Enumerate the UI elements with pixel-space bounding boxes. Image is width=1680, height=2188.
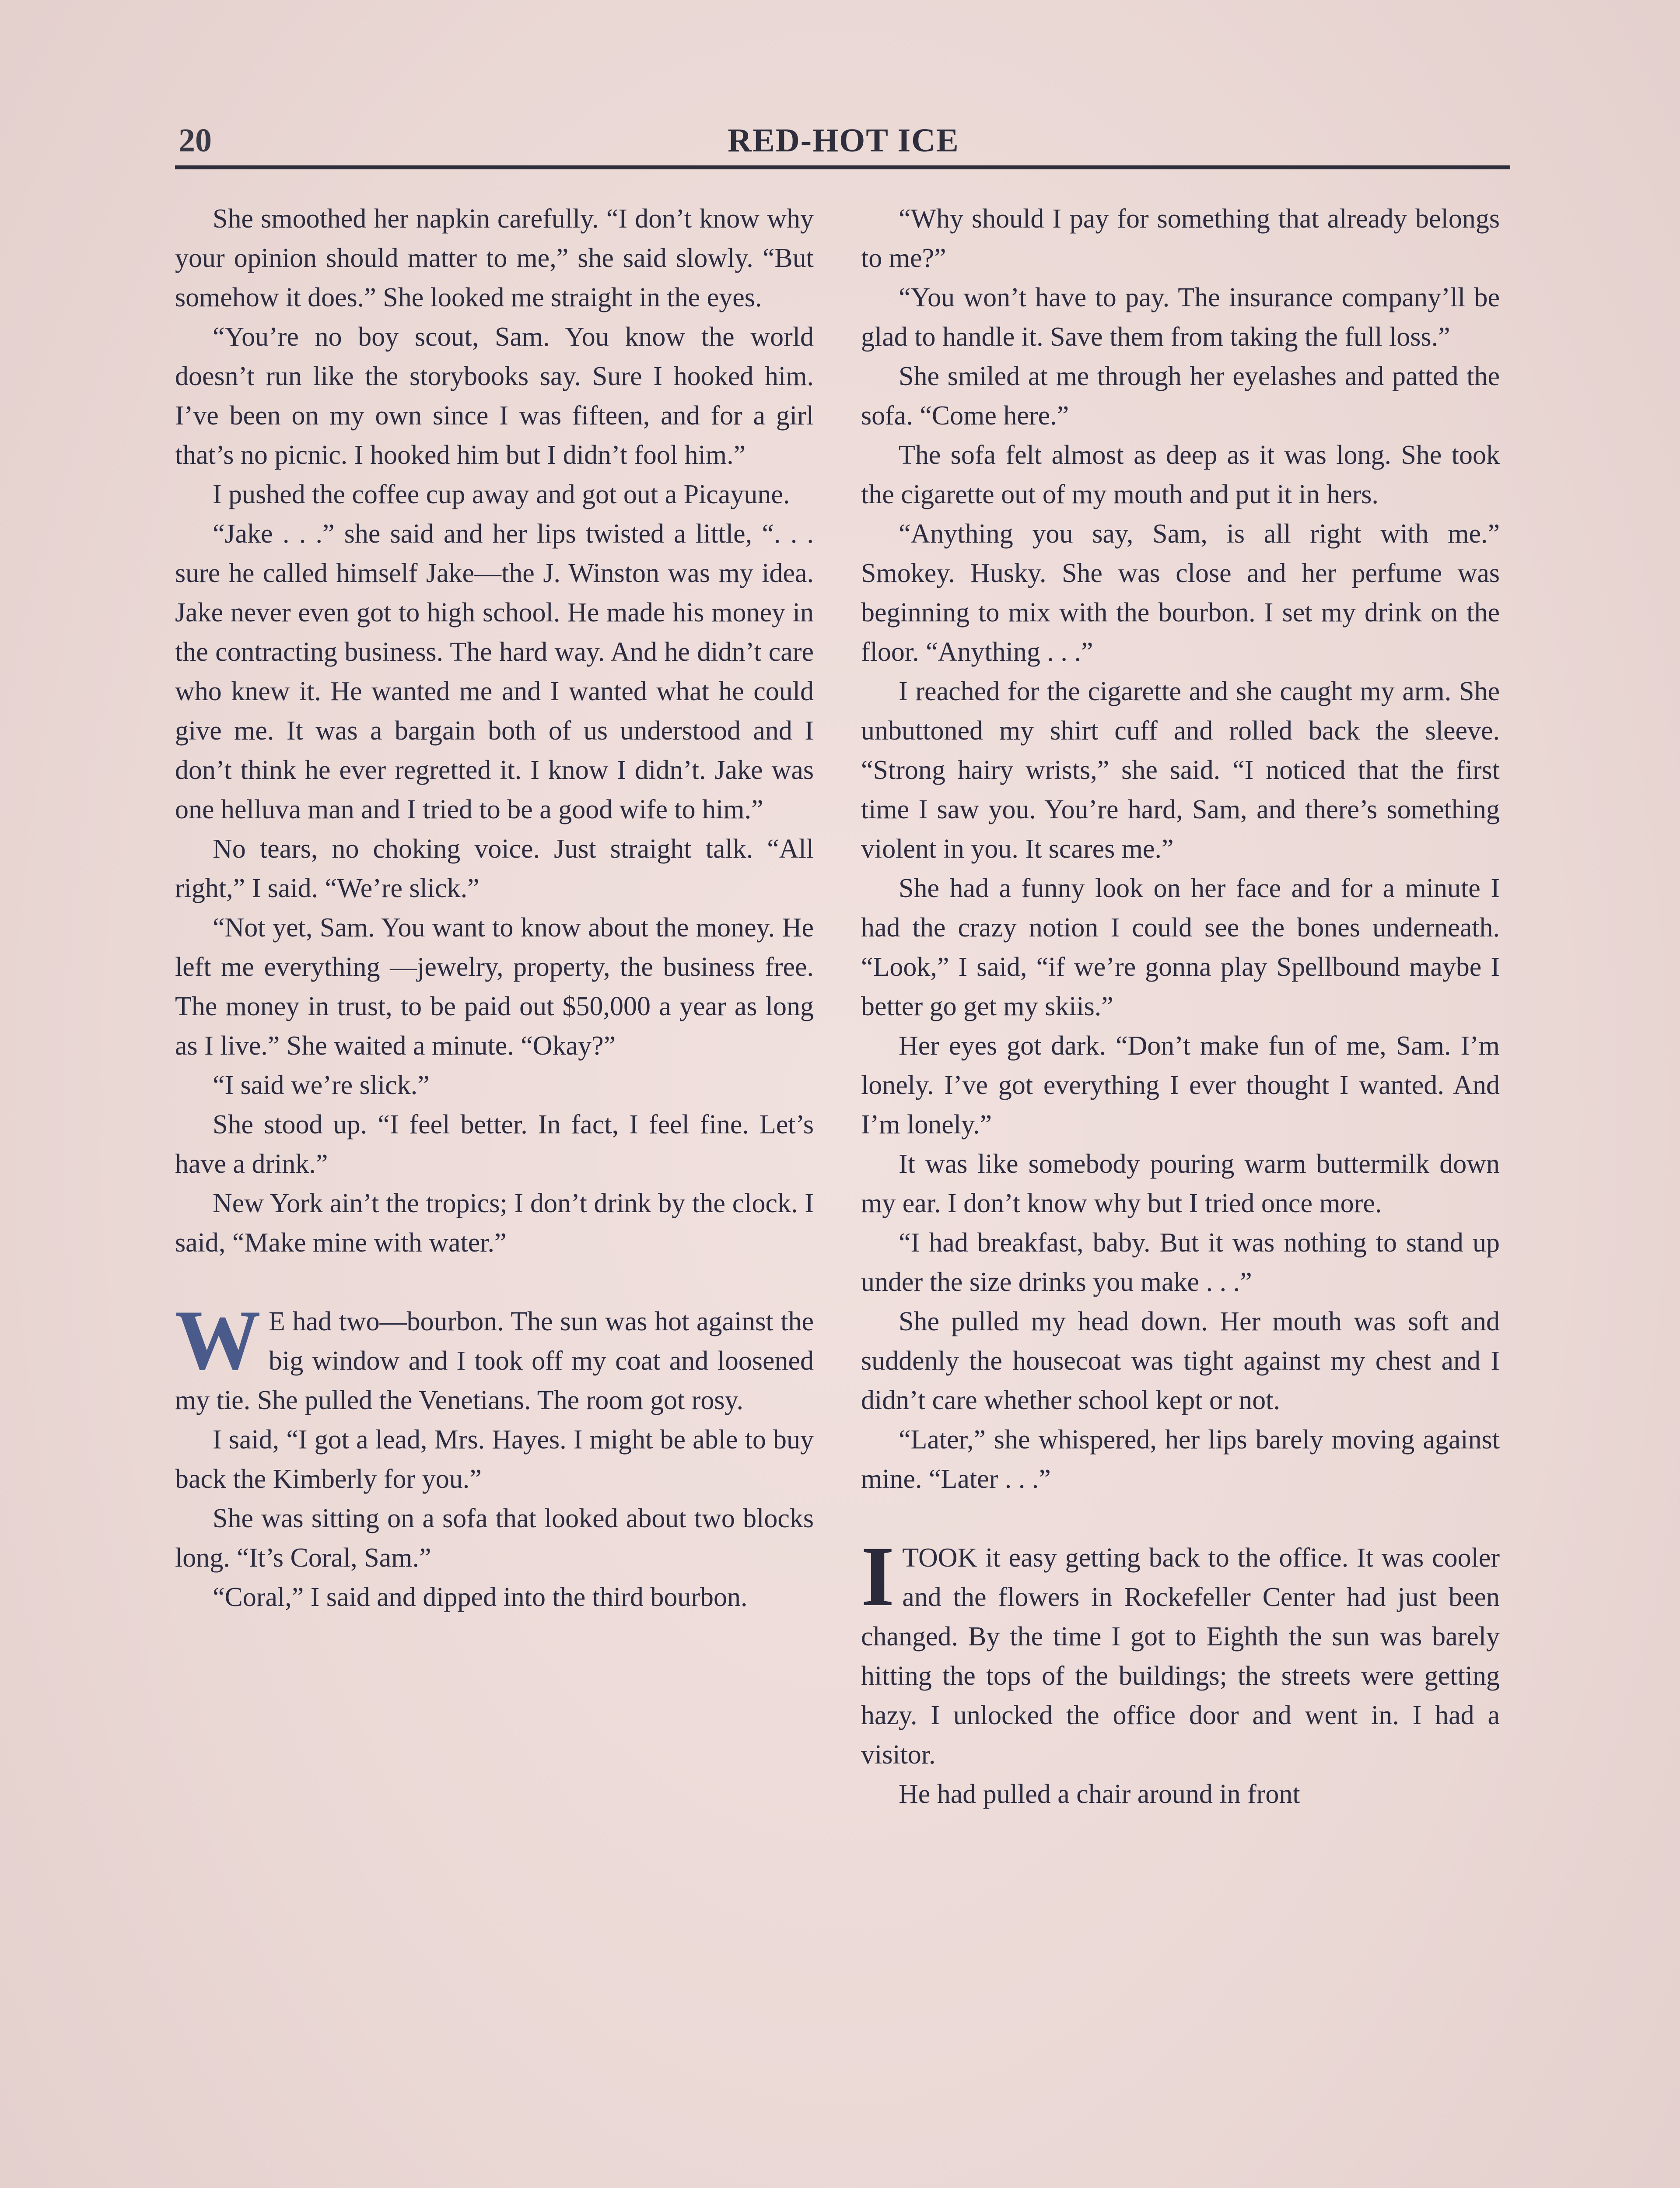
paragraph: I reached for the cigarette and she caught my arm. She unbuttoned my shirt cuff and rolled back the sleeve. “Strong hairy wrists,” she said. “I noticed that the first time I saw you. You’re hard, Sam, and there’s something violent in you. It scares me.” — [861, 677, 1500, 864]
drop-cap: I — [861, 1529, 895, 1624]
paragraph: “Later,” she whispered, her lips barely moving against mine. “Later . . .” — [861, 1425, 1500, 1494]
paragraph: She had a funny look on her face and for a minute I had the crazy notion I could see the bones underneath. “Look,” I said, “if we’re gonna play Spellbound maybe I better go get my skiis.” — [861, 873, 1500, 1021]
paragraph: “Jake . . .” she said and her lips twisted a little, “. . . sure he called himself Jake—the J. Winston was my idea. Jake never even got to high school. He made his money in the contracting business. The hard way. And he didn’t care who knew it. He wanted me and I wanted what he could give me. It was a bargain both of us understood and I don’t think he ever regretted it. I know I didn’t. Jake was one helluva man and I tried to be a good wife to him.” — [175, 519, 814, 824]
left-column — [175, 199, 814, 1617]
right-column — [861, 199, 1500, 1814]
paragraph: “Anything you say, Sam, is all right with me.” Smokey. Husky. She was close and her perfume was beginning to mix with the bourbon. I set my drink on the floor. “Anything . . .” — [861, 519, 1500, 667]
paragraph: She smoothed her napkin carefully. “I don’t know why your opinion should matter to me,” she said slowly. “But somehow it does.” She looked me straight in the eyes. — [175, 204, 814, 312]
page-number: 20 — [178, 122, 212, 159]
paragraph: It was like somebody pouring warm buttermilk down my ear. I don’t know why but I tried once more. — [861, 1149, 1500, 1218]
paragraph: The sofa felt almost as deep as it was long. She took the cigarette out of my mouth and put it in hers. — [861, 440, 1500, 509]
paragraph: I said, “I got a lead, Mrs. Hayes. I might be able to buy back the Kimberly for you.” — [175, 1425, 814, 1494]
paragraph: She stood up. “I feel better. In fact, I feel fine. Let’s have a drink.” — [175, 1110, 814, 1179]
paragraph: She was sitting on a sofa that looked about two blocks long. “It’s Coral, Sam.” — [175, 1504, 814, 1573]
paragraph: “I said we’re slick.” — [213, 1070, 430, 1100]
paragraph: New York ain’t the tropics; I don’t drink by the clock. I said, “Make mine with water.” — [175, 1189, 814, 1258]
paragraph: “You won’t have to pay. The insurance company’ll be glad to handle it. Save them from taking the full loss.” — [861, 283, 1500, 352]
paragraph: “Coral,” I said and dipped into the third bourbon. — [213, 1582, 748, 1612]
paragraph: She smiled at me through her eyelashes and patted the sofa. “Come here.” — [861, 361, 1500, 431]
paragraph: “I had breakfast, baby. But it was nothing to stand up under the size drinks you make . . .” — [861, 1228, 1500, 1297]
section-opening-text: E had two—bourbon. The sun was hot against the big window and I took off my coat and loosened my tie. She pulled the Venetians. The room got rosy. — [175, 1307, 814, 1415]
section-opening-paragraph — [175, 1293, 814, 1420]
section-opening-text: TOOK it easy getting back to the office. It was cooler and the flowers in Rockefeller Center had just been changed. By the time I got to Eighth the sun was barely hitting the tops of the buildings; the streets were getting hazy. I unlocked the office door and went in. I had a visitor. — [861, 1543, 1500, 1770]
paragraph: I pushed the coffee cup away and got out a Picayune. — [213, 480, 790, 509]
page-header — [178, 122, 1508, 164]
paragraph: She pulled my head down. Her mouth was soft and suddenly the housecoat was tight against my chest and I didn’t care whether school kept or not. — [861, 1307, 1500, 1415]
drop-cap: W — [175, 1293, 261, 1388]
running-title: RED-HOT ICE — [728, 122, 959, 159]
paragraph: No tears, no choking voice. Just straight talk. “All right,” I said. “We’re slick.” — [175, 834, 814, 903]
paragraph: “Not yet, Sam. You want to know about the money. He left me everything —jewelry, property, the business free. The money in trust, to be paid out $50,000 a year as long as I live.” She waited a minute. “Okay?” — [175, 913, 814, 1061]
header-rule — [175, 165, 1510, 169]
paragraph: He had pulled a chair around in front — [899, 1779, 1300, 1809]
paragraph: “Why should I pay for something that already belongs to me?” — [861, 204, 1500, 273]
section-opening-paragraph — [861, 1529, 1500, 1774]
paragraph: “You’re no boy scout, Sam. You know the world doesn’t run like the storybooks say. Sure I hooked him. I’ve been on my own since I was fifteen, and for a girl that’s no picnic. I hooked him but I didn’t fool him.” — [175, 322, 814, 470]
paragraph: Her eyes got dark. “Don’t make fun of me, Sam. I’m lonely. I’ve got everything I ever thought I wanted. And I’m lonely.” — [861, 1031, 1500, 1140]
